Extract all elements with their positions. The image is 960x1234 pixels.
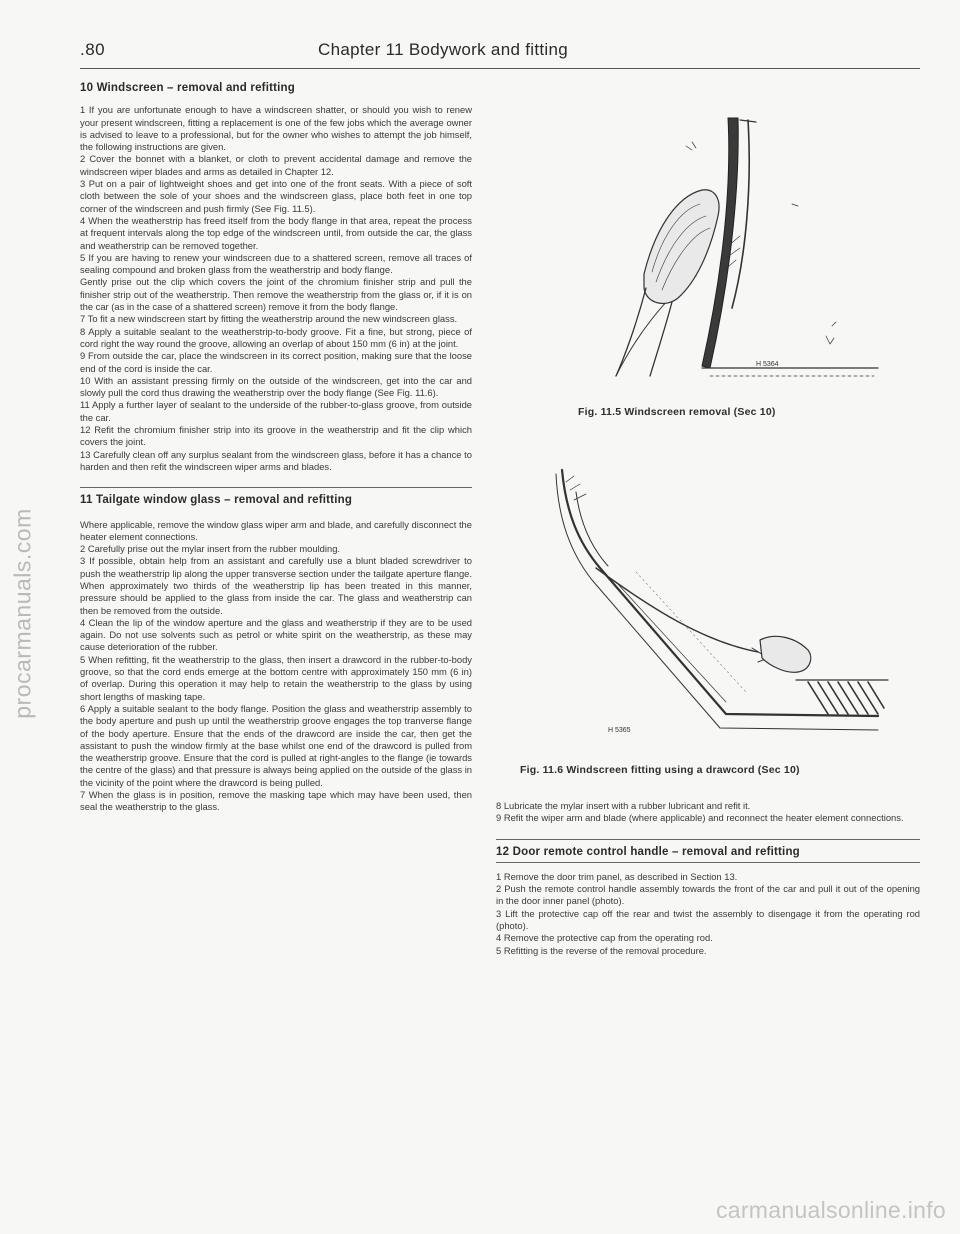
figure-code-label: H 5364 [756,361,779,368]
paragraph: 2 Carefully prise out the mylar insert from the rubber moulding. [80,543,341,555]
paragraph: 7 To fit a new windscreen start by fitting the weatherstrip around the new windscreen glass. [80,313,458,325]
paragraph: 5 When refitting, fit the weatherstrip to the glass, then insert a drawcord in the rubber-to-body groove, so that the cord ends emerge at the bottom centre with approximately 150 mm (6 in) of overlap. During this operation it may help to retain the weatherstrip to the glass by using short lengths of masking tape. [80,653,472,702]
watermark-left [0,0,38,1234]
figure-11-5 [496,76,920,452]
paragraph: 6 Apply a suitable sealant to the body flange. Position the glass and weatherstrip assembly to the body aperture and push up until the weatherstrip groove engages the top tranverse flange of the body aperture. Ensure that the ends of the drawcord are inside the car, then get the assistant to push the window firmly at the base whilst one end of the drawcord is pulled from the weatherstrip groove. Ensure that the cord is pulled at right-angles to the flange (ie towards the centre of the glass) and that pressure is always being applied on the outside of the glass in the vicinity of the point where the drawcord is being pulled. [80,702,472,788]
paragraph: 1 Remove the door trim panel, as described in Section 13. [496,870,738,882]
paragraph: 13 Carefully clean off any surplus sealant from the windscreen glass, before it has a chance to harden and then refit the windscreen wiper arms and blades. [80,448,472,472]
paragraph: 8 Lubricate the mylar insert with a rubber lubricant and refit it. [496,800,751,811]
paragraph: 9 From outside the car, place the windscreen in its correct position, making sure that the loose end of the cord is inside the car. [80,350,472,374]
left-column [80,76,472,814]
figure-11-5-caption: Fig. 11.5 Windscreen removal (Sec 10) [578,406,776,418]
paragraph: 4 Clean the lip of the window aperture and the glass and weatherstrip if they are to be used again. Do not use solvents such as petrol or white spirit on the weatherstrip, as these may cause deterioration of the rubber. [80,616,472,653]
paragraph: 3 Lift the protective cap off the rear and twist the assembly to disengage it from the operating rod (photo). [496,907,920,932]
figure-11-6-caption: Fig. 11.6 Windscreen fitting using a drawcord (Sec 10) [520,764,800,776]
figure-11-6 [496,452,920,788]
section-12-title: 12 Door remote control handle – removal and refitting [496,845,800,858]
section-10-title: 10 Windscreen – removal and refitting [80,82,295,94]
paragraph: 1 If you are unfortunate enough to have a windscreen shatter, or should you wish to renew your present windscreen, fitting a replacement is one of the few jobs which the average owner is advised to leave to a professional, but for the owner who wishes to attempt the job himself, the following instructions are given. [80,104,472,153]
paragraph: Gently prise out the clip which covers the joint of the chromium finisher strip and pull the finisher strip out of the weatherstrip. Then remove the weatherstrip from the glass or, if it is on the car (as in the case of a shattered screen) remove it from the body flange. [80,276,472,313]
section-rule [496,862,920,863]
paragraph: 10 With an assistant pressing firmly on the outside of the windscreen, get into the car and slowly pull the cord thus drawing the weatherstrip over the body flange (See Fig. 11.6). [80,374,472,399]
paragraph: 4 When the weatherstrip has freed itself from the body flange in that area, repeat the process at frequent intervals along the top edge of the windscreen until, from outside the car, the glass and weatherstrip can be removed together. [80,214,472,251]
paragraph: 8 Apply a suitable sealant to the weatherstrip-to-body groove. Fit a fine, but strong, piece of cord right the way round the groove, allowing an overlap of about 150 mm (6 in) at the joint. [80,325,472,349]
chapter-title: Chapter 11 Bodywork and fitting [318,40,568,59]
paragraph: 4 Remove the protective cap from the operating rod. [496,932,713,944]
paragraph: 7 When the glass is in position, remove the masking tape which may have been used, then seal the weatherstrip to the glass. [80,789,472,813]
watermark-left-text: procarmanuals.com [9,508,36,719]
header-rule [80,68,920,69]
paragraph: Where applicable, remove the window glass wiper arm and blade, and carefully disconnect the heater element connections. [80,518,472,542]
figure-code-label: H 5365 [608,727,631,734]
windscreen-drawcord-illustration [496,452,920,762]
paragraph: 12 Refit the chromium finisher strip into its groove in the weatherstrip and fit the clip which covers the joint. [80,424,472,448]
paragraph: 3 Put on a pair of lightweight shoes and get into one of the front seats. With a piece of soft cloth between the sole of your shoes and the windscreen glass, place both feet in one top corner of the windscreen and push firmly (See Fig. 11.5). [80,178,472,214]
right-column [496,76,920,957]
paragraph: 2 Push the remote control handle assembly towards the front of the car and pull it out of the opening in the door inner panel (photo). [496,883,920,907]
paragraph: 2 Cover the bonnet with a blanket, or cloth to prevent accidental damage and remove the windscreen wiper blades and arms as detailed in Chapter 12. [80,153,472,177]
windscreen-removal-illustration [496,76,920,452]
paragraph: 11 Apply a further layer of sealant to the underside of the rubber-to-glass groove, from outside the car. [80,399,472,423]
page-header [80,40,920,66]
section-rule [496,839,920,840]
section-11-title: 11 Tailgate window glass – removal and refitting [80,494,353,507]
paragraph: 3 If possible, obtain help from an assistant and carefully use a blunt bladed screwdriver to push the weatherstrip lip along the upper transverse section under the tailgate aperture flange. When approximately two thirds of the weatherstrip lip has been treated in this manner, pressure should be applied to the glass from inside the car. The glass and weatherstrip can then be removed from the outside. [80,555,472,616]
watermark-bottom: carmanualsonline.info [715,1197,946,1223]
paragraph: 5 Refitting is the reverse of the removal procedure. [496,944,707,956]
page-number: .80 [80,40,106,59]
paragraph: 9 Refit the wiper arm and blade (where applicable) and reconnect the heater element connections. [496,812,904,824]
section-rule [80,487,472,488]
paragraph: 5 If you are having to renew your windscreen due to a shattered screen, remove all traces of sealing compound and broken glass from the weatherstrip and body flange. [80,251,472,276]
